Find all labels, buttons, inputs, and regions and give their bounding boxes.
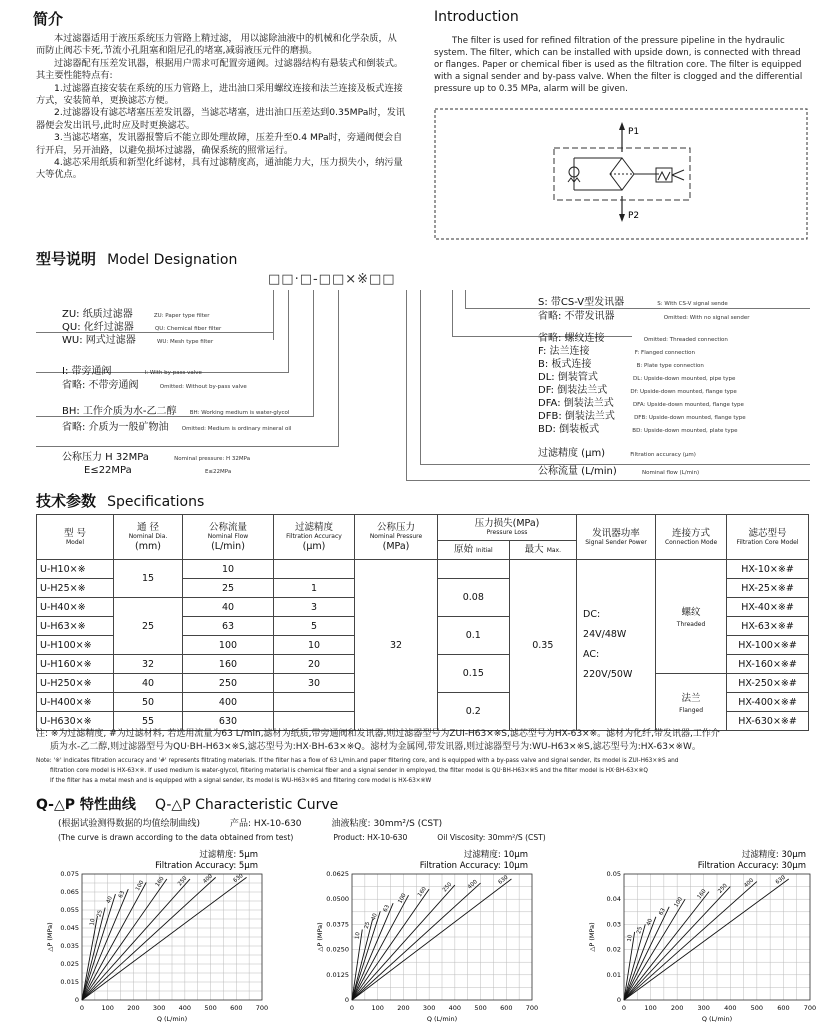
note-en-3: If the filter has a metal mesh and is equipped with a signal sender, its model is WU-H63×※S and filtering core model is HX-63×※W	[50, 778, 432, 784]
designation-item: ZU: 纸质过滤器 ZU: Paper type filter	[62, 309, 210, 320]
note-en-1: Note: '※' indicates filtration accuracy and '#' represents filtrating materials. If the filter has a flow of 63 L/min.and paper filtering core, and is equipped with a by-pass valve and signal sender, its model is ZUI-H63×※S and	[36, 758, 679, 764]
y-tick-label: 0.0250	[326, 945, 349, 954]
designation-item: DFA: 倒装法兰式 DFA: Upside-down mounted, flange type	[538, 398, 744, 409]
designation-item: 省略: 介质为一般矿物油 Omitted: Medium is ordinary mineral oil	[62, 422, 292, 433]
x-tick-label: 300	[152, 1004, 166, 1012]
series-label: 630	[774, 874, 787, 886]
curves-title-en: Q-△P Characteristic Curve	[154, 797, 339, 813]
x-tick-label: 300	[422, 1004, 436, 1012]
intro-en-body: The filter is used for refined filtration of the pressure pipeline in the hydraulic system. The filter, which can be installed with upside down, is connected with thread or flanges. Paper or chemical fiber is used as the filtration core. The filter is equipped with a signal sender and by-pass valve. When the filter is clogged and the differential pressure up to 0.35 MPa, alarm will be given.	[434, 36, 803, 94]
series-label: 25	[96, 909, 104, 918]
th-core: 滤芯型号 Filtration Core Model	[727, 515, 809, 560]
series-label: 25	[363, 921, 372, 930]
table-row: U-H630×※ 55 630 HX-630×※#	[37, 712, 809, 731]
designation-item: BD: 倒装板式 BD: Upside-down mounted, plate type	[538, 424, 738, 435]
designation-item: DFB: 倒装法兰式 DFB: Upside-down mounted, flange type	[538, 411, 746, 422]
th-power: 发讯器功率 Signal Sender Power	[577, 515, 656, 560]
x-tick-label: 100	[644, 1004, 657, 1012]
series-label: 630	[497, 874, 510, 886]
x-tick-label: 600	[500, 1004, 513, 1012]
specs-heading	[36, 490, 204, 511]
series-label: 400	[467, 879, 479, 891]
designation-item: WU: 网式过滤器 WU: Mesh type filter	[62, 335, 214, 346]
series-label: 40	[106, 895, 114, 905]
series-label: 250	[717, 882, 729, 895]
series-label: 400	[743, 877, 756, 890]
y-tick-label: 0.02	[606, 945, 621, 954]
y-tick-label: 0.0125	[326, 970, 349, 979]
th-acc: 过滤精度 Filtration Accuracy (μm)	[274, 515, 355, 560]
x-tick-label: 400	[448, 1004, 462, 1012]
y-tick-label: 0.075	[60, 870, 79, 878]
y-tick-label: 0.025	[60, 960, 79, 968]
series-label: 250	[441, 881, 454, 894]
series-label: 400	[202, 873, 214, 885]
designation-item: 省略: 不带发讯器 Omitted: With no signal sender	[538, 311, 750, 322]
series-label: 160	[696, 888, 708, 901]
intro-cn-body	[36, 33, 406, 182]
x-tick-label: 700	[803, 1004, 816, 1012]
chart-title: Filtration Accuracy: 10μm	[419, 861, 528, 871]
designation-item: 公称压力 H 32MPa Nominal pressure: H 32MPa	[62, 452, 251, 463]
th-loss: 压力损失(MPa) Pressure Loss	[438, 515, 577, 541]
qp-chart-10um	[306, 848, 538, 1024]
designation-item: F: 法兰连接 F: Flanged connection	[538, 346, 696, 357]
intro-cn-para: 4.滤芯采用纸质和新型化纤滤材，具有过滤精度高，通油能力大，压力损失小，纳污量大等优点。	[36, 157, 403, 181]
th-dia: 通 径 Nominal Dia. (mm)	[114, 515, 183, 560]
intro-cn-para: 3.当滤芯堵塞，发讯器报警后不能立即处理故障，压差升至0.4 MPa时，旁通阀便会自行开启，另开油路，以避免损坏过滤器，确保系统的照常运行。	[36, 132, 403, 156]
series-label: 10	[626, 934, 634, 943]
chart-title: 过滤精度: 5μm	[199, 850, 258, 860]
x-tick-label: 600	[777, 1004, 790, 1012]
th-conn: 连接方式 Connection Mode	[656, 515, 727, 560]
y-tick-label: 0	[616, 996, 621, 1004]
intro-en-title: Introduction	[434, 9, 519, 25]
y-tick-label: 0	[344, 996, 349, 1004]
designation-item: DF: 倒装法兰式 Df: Upside-down mounted, flange type	[538, 385, 737, 396]
schematic-p1-label: P1	[628, 127, 640, 137]
series-line	[82, 877, 216, 1000]
x-tick-label: 0	[621, 1004, 627, 1012]
table-row: U-H100×※ 100 10 HX-100×※#	[37, 636, 809, 655]
y-axis-label: △P (MPa)	[316, 922, 324, 952]
y-tick-label: 0.045	[60, 924, 79, 932]
curves-heading	[36, 794, 338, 814]
designation-item: B: 板式连接 B: Plate type connection	[538, 359, 704, 370]
designation-title-en: Model Designation	[107, 252, 238, 268]
series-label: 160	[417, 886, 428, 899]
curves-title-cn: Q-△P 特性曲线	[36, 797, 136, 813]
x-tick-label: 400	[724, 1004, 737, 1012]
y-axis-label: △P (MPa)	[46, 922, 54, 952]
th-flow: 公称流量 Nominal Flow (L/min)	[183, 515, 274, 560]
designation-item: S: 带CS-V型发讯器 S: With CS-V signal sende	[538, 297, 728, 308]
y-tick-label: 0.0500	[326, 895, 349, 904]
x-tick-label: 0	[349, 1004, 355, 1012]
series-label: 100	[135, 879, 146, 892]
note-en-2: filtration core model is HX-63×※. If used medium is water-glycol, filtering material is chemical fiber and a signal sender in employed, the filter model is QU·BH-H63×※S and the filter model is HX·BH-63×※Q	[50, 768, 648, 774]
x-tick-label: 400	[178, 1004, 192, 1012]
intro-cn-para: 2.过滤器设有滤芯堵塞压差发讯器，当滤芯堵塞，进出油口压差达到0.35MPa时，发讯器便会发出讯号,此时应及时更换滤芯。	[36, 107, 406, 131]
x-tick-label: 200	[127, 1004, 140, 1012]
y-tick-label: 0.055	[60, 906, 79, 914]
series-label: 100	[673, 896, 685, 909]
curves-subtitle-cn: (根据试验测得数据的均值绘制曲线) 产品: HX-10-630 油液粘度: 30mm²/S (CST)	[58, 819, 443, 829]
th-pressure: 公称压力 Nominal Pressure (MPa)	[355, 515, 438, 560]
qp-chart-30um	[578, 848, 816, 1024]
table-row: U-H40×※ 25 40 3 HX-40×※#	[37, 598, 809, 617]
chart-title: 过滤精度: 30μm	[741, 850, 806, 860]
x-tick-label: 500	[204, 1004, 217, 1012]
specs-table	[36, 514, 809, 731]
series-line	[624, 892, 709, 1000]
intro-cn-para: 本过滤器适用于液压系统压力管路上精过滤， 用以滤除油液中的机械和化学杂质，从而防止阀芯卡死,节流小孔阻塞和阻尼孔的堵塞,减弱液压元件的磨损。	[36, 33, 397, 57]
th-model: 型 号 Model	[37, 515, 114, 560]
x-tick-label: 200	[397, 1004, 410, 1012]
curves-subtitle-en: (The curve is drawn according to the data obtained from test) Product: HX-10-630 Oil Viscosity: 30mm²/S (CST)	[58, 833, 546, 842]
x-tick-label: 0	[79, 1004, 85, 1012]
note-cn-1: 注: ※为过滤精度, #为过滤材料, 若选用流量为63 L/min,滤材为纸质,带旁通阀和发讯器,则过滤器型号为ZUI-H63×※S,滤芯型号为HX-63×※。滤材为化纤,带发讯器,工作介	[36, 729, 720, 739]
y-tick-label: 0.0625	[326, 870, 349, 878]
series-label: 63	[658, 907, 667, 917]
designation-heading	[36, 248, 237, 269]
series-label: 25	[636, 926, 644, 935]
table-row: U-H400×※ 50 400 0.2 HX-400×※#	[37, 693, 809, 712]
chart-title: Filtration Accuracy: 5μm	[155, 861, 258, 871]
y-tick-label: 0.035	[60, 942, 79, 950]
series-label: 630	[232, 873, 245, 885]
table-row: U-H63×※ 63 5 0.1 HX-63×※#	[37, 617, 809, 636]
x-tick-label: 700	[255, 1004, 268, 1012]
table-row: U-H25×※ 25 1 0.08 HX-25×※#	[37, 579, 809, 598]
designation-title-cn: 型号说明	[36, 250, 97, 268]
designation-code: □□·□-□□×※□□	[268, 272, 396, 287]
x-axis-label: Q (L/min)	[156, 1015, 188, 1023]
designation-item: DL: 倒装管式 DL: Upside-down mounted, pipe type	[538, 372, 736, 383]
x-tick-label: 600	[230, 1004, 243, 1012]
series-line	[624, 879, 789, 1000]
y-tick-label: 0.05	[606, 870, 621, 878]
intro-cn-para: 过滤器配有压差发讯器，根据用户需求可配置旁通阀。过滤器结构有悬装式和倒装式。其主要性能特点有:	[36, 57, 404, 82]
x-tick-label: 100	[371, 1004, 384, 1012]
designation-item: E≤22MPa E≤22MPa	[84, 465, 232, 476]
x-tick-label: 500	[750, 1004, 764, 1012]
series-label: 63	[382, 904, 392, 914]
chart-title: Filtration Accuracy: 30μm	[697, 861, 806, 871]
series-line	[82, 882, 146, 1000]
y-tick-label: 0.0375	[326, 920, 349, 929]
series-line	[82, 877, 247, 1000]
series-label: 40	[370, 912, 379, 922]
x-axis-label: Q (L/min)	[426, 1015, 458, 1023]
x-tick-label: 200	[670, 1004, 684, 1012]
note-cn-2: 质为水-乙二醇,则过滤器型号为QU·BH-H63×※S,滤芯型号为:HX·BH-63×※Q。滤材为金属网,带发讯器,则过滤器型号为:WU-H63×※S,滤芯型号为:HX-63×※W。	[50, 742, 701, 752]
y-tick-label: 0.015	[60, 978, 79, 986]
series-line	[352, 879, 511, 1000]
x-tick-label: 700	[525, 1004, 538, 1012]
schematic-p2-label: P2	[628, 211, 640, 221]
intro-cn-title: 简介	[33, 10, 64, 28]
conn-thread: 螺纹 Threaded	[656, 560, 727, 674]
qp-chart-5um	[36, 848, 268, 1024]
th-max: 最大 Max.	[509, 541, 576, 560]
designation-item: 过滤精度 (μm) Filtration accuracy (μm)	[538, 448, 696, 459]
series-label: 10	[89, 918, 97, 927]
series-label: 10	[354, 931, 362, 940]
series-label: 250	[177, 875, 189, 888]
series-label: 63	[117, 890, 127, 899]
series-label: 160	[154, 875, 166, 889]
specs-title-cn: 技术参数	[36, 492, 97, 510]
conn-flange: 法兰 Flanged	[656, 674, 727, 731]
designation-item: 公称流量 (L/min) Nominal flow (L/min)	[538, 466, 700, 477]
series-label: 100	[397, 892, 408, 905]
series-line	[352, 895, 409, 1000]
designation-item: I: 带旁通阀 I: With by-pass valve	[62, 366, 202, 377]
table-row: U-H250×※ 40 250 30 法兰 Flanged HX-250×※#	[37, 674, 809, 693]
designation-item: BH: 工作介质为水-乙二醇 BH: Working medium is water-glycol	[62, 406, 290, 417]
y-tick-label: 0.065	[60, 888, 79, 896]
specs-title-en: Specifications	[107, 494, 205, 510]
x-tick-label: 100	[101, 1004, 114, 1012]
x-tick-label: 500	[474, 1004, 487, 1012]
designation-item: 省略: 不带旁通阀 Omitted: Without by-pass valve	[62, 380, 247, 391]
y-tick-label: 0.01	[606, 970, 621, 979]
designation-item: QU: 化纤过滤器 QU: Chemical fiber filter	[62, 322, 222, 333]
x-axis-label: Q (L/min)	[701, 1015, 733, 1023]
y-tick-label: 0	[74, 996, 79, 1004]
filter-schematic	[434, 108, 808, 240]
chart-title: 过滤精度: 10μm	[463, 850, 528, 860]
y-axis-label: △P (MPa)	[588, 922, 596, 952]
x-tick-label: 300	[697, 1004, 710, 1012]
table-row: U-H10×※ 15 10 32 0.35 DC: 24V/48W AC: 220V/50W 螺纹 Threaded HX-10×※#	[37, 560, 809, 579]
power-cell: DC: 24V/48W AC: 220V/50W	[577, 560, 656, 731]
y-tick-label: 0.04	[606, 895, 621, 904]
series-label: 40	[645, 918, 654, 927]
th-initial: 原始 Initial	[438, 541, 510, 560]
table-row: U-H160×※ 32 160 20 0.15 HX-160×※#	[37, 655, 809, 674]
intro-cn-para: 1.过滤器直接安装在系统的压力管路上，进出油口采用螺纹连接和法兰连接及板式连接方式，安装简单，更换滤芯方便。	[36, 82, 403, 107]
designation-item: 省略: 螺纹连接 Omitted: Threaded connection	[538, 333, 728, 344]
y-tick-label: 0.03	[606, 920, 621, 929]
